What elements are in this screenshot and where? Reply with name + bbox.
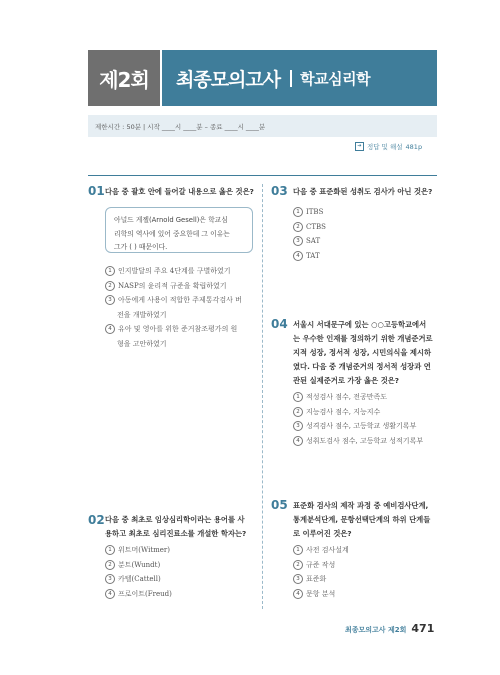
choice-number-icon: 1	[293, 392, 303, 402]
question-passage-box	[105, 207, 253, 253]
choice-text: 규준 작성	[306, 560, 336, 569]
exam-title: 최종모의고사	[176, 68, 281, 91]
question-line: 표준화 검사의 제작 과정 중 예비검사단계,	[293, 501, 429, 510]
choice-item	[105, 308, 257, 323]
round-label: 제2회	[99, 67, 149, 92]
footer-label: 최종모의고사 제2회	[345, 626, 407, 634]
title-separator	[290, 70, 292, 87]
choice-item	[105, 264, 257, 279]
choice-text: CTBS	[306, 222, 326, 231]
choice-text: 인지발달의 주요 4단계를 구별하였기	[118, 267, 231, 275]
choice-number-icon: 2	[105, 560, 115, 570]
choice-text: 지능검사 점수, 지능지수	[306, 407, 381, 416]
choice-text: 성취도검사 점수, 고등학교 성적기록부	[306, 436, 424, 445]
answer-ref-label: 정답 및 해설	[367, 143, 403, 151]
question-line: 지적 성장, 정서적 성장, 시민의식을 제시하	[293, 348, 432, 357]
choice-number-icon: 3	[293, 236, 303, 246]
choice-list	[293, 390, 423, 448]
choice-item	[105, 293, 257, 308]
question-text: 다음 중 표준화된 성취도 검사가 아닌 것은?	[293, 187, 433, 196]
top-divider	[88, 175, 437, 176]
choice-text: 전을 개발하였기	[117, 310, 167, 319]
choice-text: 아동에게 사용이 적합한 주제통각검사 버	[118, 296, 242, 304]
passage-line: 아널드 게젤(Arnold Gesell)은 학교심	[114, 216, 228, 224]
choice-text: 문항 분석	[306, 589, 336, 598]
choice-item	[293, 587, 349, 602]
question-text	[105, 513, 246, 541]
choice-text: SAT	[306, 237, 321, 245]
question-line: 관된 실제준거로 가장 옳은 것은?	[293, 376, 400, 385]
choice-text: 표준화	[306, 575, 327, 583]
question-number: 02	[88, 513, 105, 527]
passage-line: 리학의 역사에 있어 중요한데 그 이유는	[114, 229, 230, 238]
choice-list	[293, 543, 349, 601]
page-number: 471	[411, 622, 435, 635]
question-number: 05	[271, 498, 288, 512]
choice-number-icon: 1	[105, 266, 115, 276]
choice-text: 위트머(Witmer)	[118, 546, 170, 554]
choice-number-icon: 1	[293, 207, 303, 217]
choice-number-icon: 4	[293, 251, 303, 261]
column-divider	[262, 184, 263, 609]
choice-item	[105, 572, 172, 587]
choice-text: 성격검사 점수, 고등학교 생활기록부	[306, 422, 417, 430]
choice-item	[105, 543, 172, 558]
choice-list	[105, 264, 257, 351]
choice-item	[105, 322, 257, 337]
exam-title-banner	[162, 50, 437, 106]
question-text: 다음 중 괄호 안에 들어갈 내용으로 옳은 것은?	[105, 187, 254, 196]
choice-number-icon: 1	[105, 545, 115, 555]
choice-number-icon: 2	[293, 407, 303, 417]
choice-number-icon: 2	[105, 281, 115, 291]
choice-number-icon: 3	[293, 421, 303, 431]
choice-item	[105, 558, 172, 573]
exam-subject: 학교심리학	[300, 69, 371, 88]
choice-list	[105, 543, 172, 601]
arrow-right-icon: ➔	[355, 142, 364, 151]
choice-number-icon: 4	[293, 589, 303, 599]
choice-number-icon: 4	[105, 589, 115, 599]
time-limit-text: 제한시간 : 50분 | 시작 ____시 ____분 – 종료 ____시 ____분	[95, 122, 266, 131]
question-text	[293, 499, 443, 541]
choice-item	[293, 390, 423, 405]
question-number: 04	[271, 317, 288, 331]
choice-text: 형을 고안하였기	[117, 339, 167, 348]
choice-text: 카텔(Cattell)	[118, 575, 161, 583]
round-badge	[88, 50, 160, 106]
question-line: 통계분석단계, 문항선택단계의 하위 단계들	[293, 515, 431, 524]
choice-item	[293, 434, 423, 449]
answer-reference	[355, 142, 422, 151]
choice-number-icon: 2	[293, 560, 303, 570]
question-line: 다음 중 최초로 임상심리학이라는 용어를 사	[105, 515, 245, 524]
choice-number-icon: 3	[293, 574, 303, 584]
choice-item	[293, 543, 349, 558]
answer-ref-page: 481p	[405, 142, 423, 151]
choice-number-icon: 2	[293, 222, 303, 232]
choice-number-icon: 3	[105, 574, 115, 584]
question-text	[293, 318, 443, 388]
page-footer	[345, 622, 434, 635]
choice-text: 사전 검사설계	[306, 546, 349, 554]
choice-item	[293, 249, 326, 264]
question-line: 로 이루어진 것은?	[293, 529, 352, 538]
choice-item	[293, 419, 423, 434]
choice-item	[105, 337, 257, 352]
choice-item	[293, 205, 326, 220]
choice-item	[293, 405, 423, 420]
question-line: 서울시 서대문구에 있는 ○○고등학교에서	[293, 320, 427, 329]
choice-list	[293, 205, 326, 263]
question-line: 용하고 최초로 심리진료소를 개설한 학자는?	[105, 529, 247, 538]
choice-number-icon: 3	[105, 295, 115, 305]
choice-text: 적성검사 점수, 전공만족도	[306, 393, 388, 401]
choice-number-icon: 4	[293, 436, 303, 446]
choice-item	[293, 234, 326, 249]
choice-item	[293, 572, 349, 587]
choice-text: TAT	[306, 251, 320, 260]
choice-item	[293, 558, 349, 573]
question-number: 03	[271, 184, 288, 198]
question-line: 는 우수한 인재를 정의하기 위한 개념준거로	[293, 334, 433, 343]
choice-item	[293, 220, 326, 235]
choice-number-icon: 1	[293, 545, 303, 555]
passage-line: 그가 ( ) 때문이다.	[114, 243, 168, 251]
question-number: 01	[88, 184, 105, 198]
time-limit-bar	[88, 115, 437, 137]
choice-text: NASP의 윤리적 규준을 확립하였기	[118, 281, 227, 290]
question-line: 였다. 다음 중 개념준거의 정서적 성장과 연	[293, 362, 431, 371]
choice-text: 분트(Wundt)	[118, 560, 161, 569]
choice-text: 프로이트(Freud)	[118, 589, 172, 598]
choice-text: ITBS	[306, 208, 324, 216]
choice-number-icon: 4	[105, 324, 115, 334]
choice-item	[105, 587, 172, 602]
choice-text: 유아 및 영아를 위한 준거참조평가의 원	[118, 325, 238, 333]
choice-item	[105, 279, 257, 294]
